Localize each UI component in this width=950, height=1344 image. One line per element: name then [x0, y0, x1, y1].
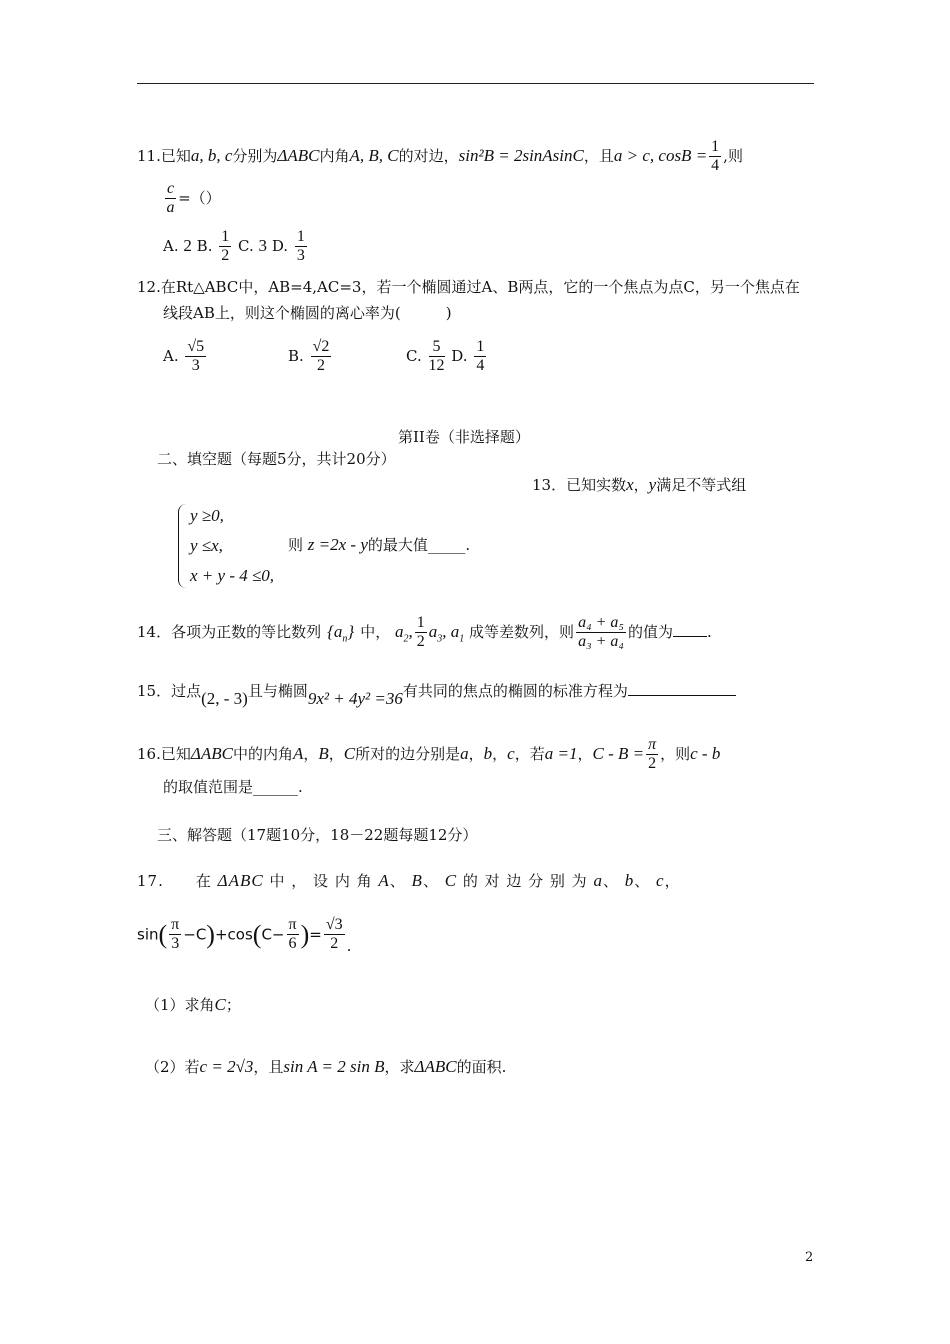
question-15: 15．过点(2, - 3)且与椭圆9x² + 4y² =36有共同的焦点的椭圆的标准方程为: [137, 680, 736, 701]
question-16-line2: 的取值范围是______.: [163, 778, 303, 796]
q11-condition: a > c, cosB =: [613, 145, 708, 165]
question-17-part2: （2）若c = 2√3，且sin A = 2 sin B，求ΔABC的面积.: [145, 1057, 507, 1076]
question-17-part1: （1）求角C；: [145, 995, 241, 1014]
question-14: 14．各项为正数的等比数列 $\{a_n\}$ 中， $a_2$, $\frac{1}{2}$ $a_3$, $a_1$ 成等差数列，则 $\frac{\text{a₄ + a₅}}{\text{a₃ + a₄}}$ 的值为 .: [137, 614, 712, 651]
question-11-line1: [137, 138, 743, 176]
q11-option-c[interactable]: C. 3: [238, 235, 268, 255]
q11-text: 内角: [319, 146, 350, 165]
question-11-ask: $\frac{c}{a}$ =（）: [166, 180, 221, 217]
q11-vars: a, b, c: [190, 145, 233, 165]
q11-lead: 11.已知: [137, 146, 191, 165]
inequality-2: y ≤x,: [190, 536, 223, 555]
q12-option-c[interactable]: C. $\frac{5}{12}$: [406, 338, 445, 375]
q11-angles: A, B, C: [349, 145, 399, 165]
system-brace: [178, 504, 187, 588]
q11-triangle: ΔABC: [277, 145, 320, 165]
q11-text: 的对边，: [398, 146, 459, 165]
question-13-ask: 则 z =2x - y的最大值_____.: [288, 535, 471, 554]
q12-option-d[interactable]: D. $\frac{1}{4}$: [451, 338, 485, 375]
q12-option-c-d: [406, 338, 488, 376]
q11-ratio: $\frac{c}{a}$: [166, 180, 175, 217]
section-2-heading: 二、填空题（每题5分，共计20分）: [157, 450, 396, 468]
q12-option-a[interactable]: A. $\frac{√5}{3}$: [163, 338, 205, 375]
inequality-3: x + y - 4 ≤0,: [190, 566, 275, 585]
question-17-line1: 17. 在 ΔABC 中 ， 设 内 角 A、 B、 C 的 对 边 分 别 为 a、 b、 c，: [137, 871, 681, 890]
question-17-equation: sin( $\frac{\pi}{3}$ −C)+cos(C− $\frac{\pi}{6}$ )= $\frac{√3}{2}$ .: [137, 916, 352, 956]
section-2-title: 第II卷（非选择题）: [398, 428, 530, 446]
q14-ratio: $\frac{\text{a₄ + a₅}}{\text{a₃ + a₄}}$: [578, 614, 624, 651]
question-12-line2: 线段AB上，则这个椭圆的离心率为( ): [163, 304, 452, 322]
header-rule: [137, 83, 814, 84]
q11-cos-fraction: $\frac{1}{4}$: [711, 138, 720, 175]
q11-text: ，且: [583, 146, 614, 165]
q11-equation: sin²B = 2sinAsinC: [458, 145, 584, 165]
question-12-options: [163, 338, 208, 376]
section-3-heading: 三、解答题（17题10分，18－22题每题12分）: [157, 826, 478, 844]
q11-option-a[interactable]: A. 2: [163, 235, 192, 255]
question-13-lead: 13．已知实数x，y满足不等式组: [532, 475, 747, 494]
question-11-options: [163, 228, 309, 266]
q11-option-b[interactable]: B. $\frac{1}{2}$: [196, 228, 230, 265]
q12-option-b[interactable]: B. $\frac{√2}{2}$: [288, 338, 330, 375]
question-12-line1: 12.在Rt△ABC中，AB=4,AC=3，若一个椭圆通过A、B两点，它的一个焦点为点C，另一个焦点在: [137, 278, 800, 296]
question-16-line1: 16.已知ΔABC中的内角A，B，C所对的边分别是a，b，c，若a =1，C - B = $\frac{\pi}{2}$ ，则c - b: [137, 736, 721, 773]
q11-text: ,则: [723, 146, 743, 165]
page-number: 2: [805, 1250, 814, 1265]
inequality-1: y ≥0,: [190, 506, 224, 525]
q11-option-d[interactable]: D. $\frac{1}{3}$: [271, 228, 305, 265]
q11-text: 分别为: [232, 146, 278, 165]
